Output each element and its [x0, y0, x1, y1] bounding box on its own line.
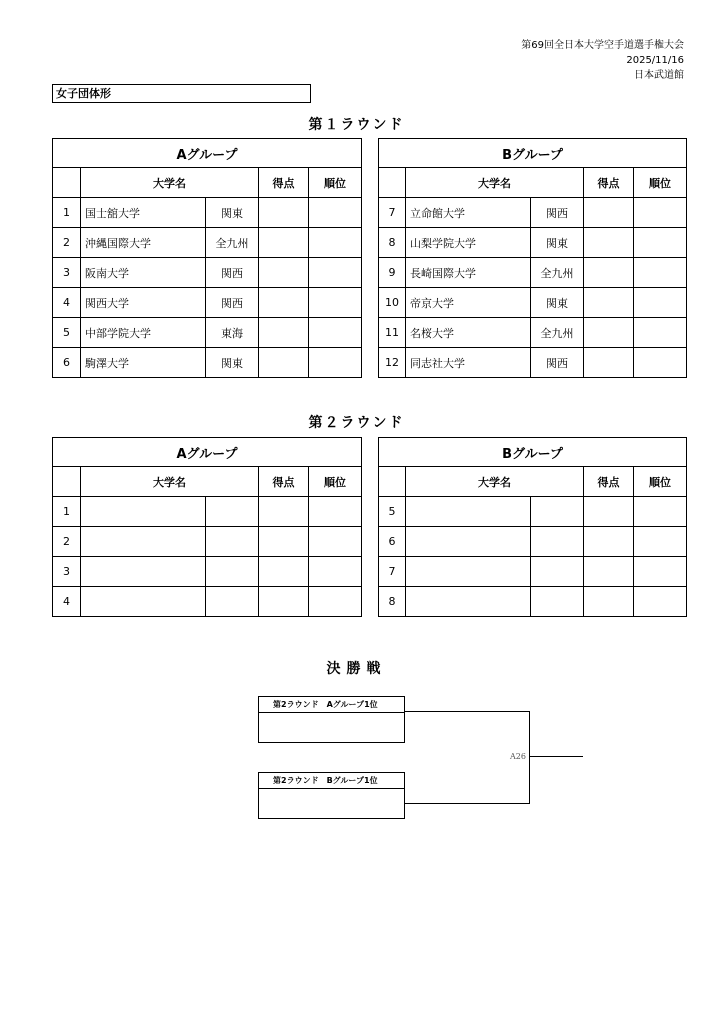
col-university: 大学名: [81, 168, 259, 198]
score-cell: [584, 288, 634, 318]
group-name: Aグループ: [53, 139, 362, 168]
table-row: [53, 587, 362, 617]
table-row: [379, 258, 687, 288]
round1-group-a-table: [52, 138, 362, 378]
round2-group-b-table: [378, 437, 687, 617]
match-code: A26: [510, 752, 526, 761]
entry-number: 7: [379, 198, 406, 228]
table-row: [379, 228, 687, 258]
university-name: [81, 497, 206, 527]
table-row: [53, 348, 362, 378]
tournament-name: 第69回全日本大学空手道選手権大会: [521, 40, 684, 51]
group-name: Aグループ: [53, 438, 362, 467]
rank-cell: [634, 557, 687, 587]
table-row: [53, 228, 362, 258]
region: [531, 527, 584, 557]
rank-cell: [309, 318, 362, 348]
region: 関東: [531, 228, 584, 258]
col-rank: 順位: [634, 467, 687, 497]
rank-cell: [309, 228, 362, 258]
final-slot-a: [258, 696, 405, 743]
university-name: 同志社大学: [406, 348, 531, 378]
university-name: [81, 587, 206, 617]
group-name: Bグループ: [379, 139, 687, 168]
col-university: 大学名: [406, 168, 584, 198]
tournament-header: [521, 38, 684, 83]
region: 関西: [206, 288, 259, 318]
rank-cell: [634, 527, 687, 557]
rank-cell: [309, 258, 362, 288]
score-cell: [259, 198, 309, 228]
university-name: [81, 527, 206, 557]
rank-cell: [309, 527, 362, 557]
score-cell: [259, 288, 309, 318]
score-cell: [584, 557, 634, 587]
col-score: 得点: [259, 168, 309, 198]
entry-number: 8: [379, 228, 406, 258]
col-rank: 順位: [309, 168, 362, 198]
entry-number: 2: [53, 527, 81, 557]
region: 関西: [206, 258, 259, 288]
rank-cell: [309, 198, 362, 228]
final-title: 決勝戦: [326, 661, 387, 677]
region: 全九州: [206, 228, 259, 258]
col-rank: 順位: [634, 168, 687, 198]
table-row: [53, 318, 362, 348]
entry-number: 3: [53, 258, 81, 288]
final-slot-a-entry: [259, 713, 404, 742]
round1-group-b-table: [378, 138, 687, 378]
entry-number: 8: [379, 587, 406, 617]
university-name: [406, 557, 531, 587]
table-row: [379, 527, 687, 557]
rank-cell: [309, 348, 362, 378]
entry-number: 4: [53, 288, 81, 318]
score-cell: [584, 318, 634, 348]
region: [531, 587, 584, 617]
rank-cell: [309, 497, 362, 527]
score-cell: [584, 348, 634, 378]
table-row: [53, 527, 362, 557]
bracket-line-top: [405, 711, 530, 712]
score-cell: [259, 497, 309, 527]
university-name: 阪南大学: [81, 258, 206, 288]
col-score: 得点: [259, 467, 309, 497]
rank-cell: [634, 258, 687, 288]
score-cell: [259, 348, 309, 378]
rank-cell: [634, 228, 687, 258]
score-cell: [584, 497, 634, 527]
university-name: 帝京大学: [406, 288, 531, 318]
university-name: [81, 557, 206, 587]
university-name: 関西大学: [81, 288, 206, 318]
table-row: [53, 497, 362, 527]
entry-number: 11: [379, 318, 406, 348]
rank-cell: [309, 587, 362, 617]
university-name: 国士舘大学: [81, 198, 206, 228]
region: [206, 587, 259, 617]
region: [206, 497, 259, 527]
entry-number: 3: [53, 557, 81, 587]
entry-number: 6: [379, 527, 406, 557]
rank-cell: [634, 318, 687, 348]
table-row: [379, 318, 687, 348]
score-cell: [584, 258, 634, 288]
university-name: 沖縄国際大学: [81, 228, 206, 258]
region: 関東: [206, 348, 259, 378]
bracket-line-winner: [529, 756, 583, 757]
entry-number: 1: [53, 497, 81, 527]
table-row: [379, 557, 687, 587]
score-cell: [259, 258, 309, 288]
col-university: 大学名: [81, 467, 259, 497]
rank-cell: [634, 348, 687, 378]
bracket-line-bottom: [405, 803, 530, 804]
round2-title: 第２ラウンド: [308, 415, 405, 431]
entry-number: 2: [53, 228, 81, 258]
entry-number: 5: [53, 318, 81, 348]
region: [531, 497, 584, 527]
rank-cell: [634, 198, 687, 228]
score-cell: [584, 587, 634, 617]
tournament-date: 2025/11/16: [626, 55, 684, 66]
score-cell: [259, 228, 309, 258]
rank-cell: [309, 288, 362, 318]
final-slot-b-label: 第2ラウンド Bグループ1位: [259, 773, 404, 789]
table-row: [379, 497, 687, 527]
table-row: [379, 288, 687, 318]
entry-number: 4: [53, 587, 81, 617]
tournament-venue: 日本武道館: [634, 70, 684, 81]
university-name: [406, 587, 531, 617]
region: [531, 557, 584, 587]
score-cell: [584, 228, 634, 258]
region: 東海: [206, 318, 259, 348]
region: 関西: [531, 198, 584, 228]
region: 全九州: [531, 258, 584, 288]
region: 関東: [206, 198, 259, 228]
score-cell: [259, 587, 309, 617]
table-row: [53, 557, 362, 587]
score-cell: [259, 557, 309, 587]
final-slot-b-entry: [259, 789, 404, 818]
table-row: [53, 288, 362, 318]
region: [206, 557, 259, 587]
col-score: 得点: [584, 467, 634, 497]
entry-number: 7: [379, 557, 406, 587]
university-name: [406, 527, 531, 557]
university-name: 名桜大学: [406, 318, 531, 348]
table-row: [379, 587, 687, 617]
rank-cell: [634, 497, 687, 527]
col-rank: 順位: [309, 467, 362, 497]
col-university: 大学名: [406, 467, 584, 497]
event-name: 女子団体形: [52, 84, 311, 103]
university-name: 立命館大学: [406, 198, 531, 228]
bracket-line-vertical: [529, 711, 530, 804]
region: 関東: [531, 288, 584, 318]
entry-number: 9: [379, 258, 406, 288]
table-row: [379, 348, 687, 378]
region: 全九州: [531, 318, 584, 348]
round1-title: 第１ラウンド: [308, 117, 405, 133]
entry-number: 1: [53, 198, 81, 228]
final-slot-a-label: 第2ラウンド Aグループ1位: [259, 697, 404, 713]
rank-cell: [634, 288, 687, 318]
table-row: [53, 258, 362, 288]
round2-group-a-table: [52, 437, 362, 617]
score-cell: [584, 198, 634, 228]
final-slot-b: [258, 772, 405, 819]
university-name: 山梨学院大学: [406, 228, 531, 258]
group-name: Bグループ: [379, 438, 687, 467]
entry-number: 5: [379, 497, 406, 527]
rank-cell: [309, 557, 362, 587]
region: 関西: [531, 348, 584, 378]
entry-number: 10: [379, 288, 406, 318]
score-cell: [259, 318, 309, 348]
col-score: 得点: [584, 168, 634, 198]
university-name: 駒澤大学: [81, 348, 206, 378]
entry-number: 12: [379, 348, 406, 378]
university-name: 中部学院大学: [81, 318, 206, 348]
university-name: [406, 497, 531, 527]
entry-number: 6: [53, 348, 81, 378]
rank-cell: [634, 587, 687, 617]
score-cell: [584, 527, 634, 557]
table-row: [53, 198, 362, 228]
region: [206, 527, 259, 557]
table-row: [379, 198, 687, 228]
university-name: 長崎国際大学: [406, 258, 531, 288]
score-cell: [259, 527, 309, 557]
